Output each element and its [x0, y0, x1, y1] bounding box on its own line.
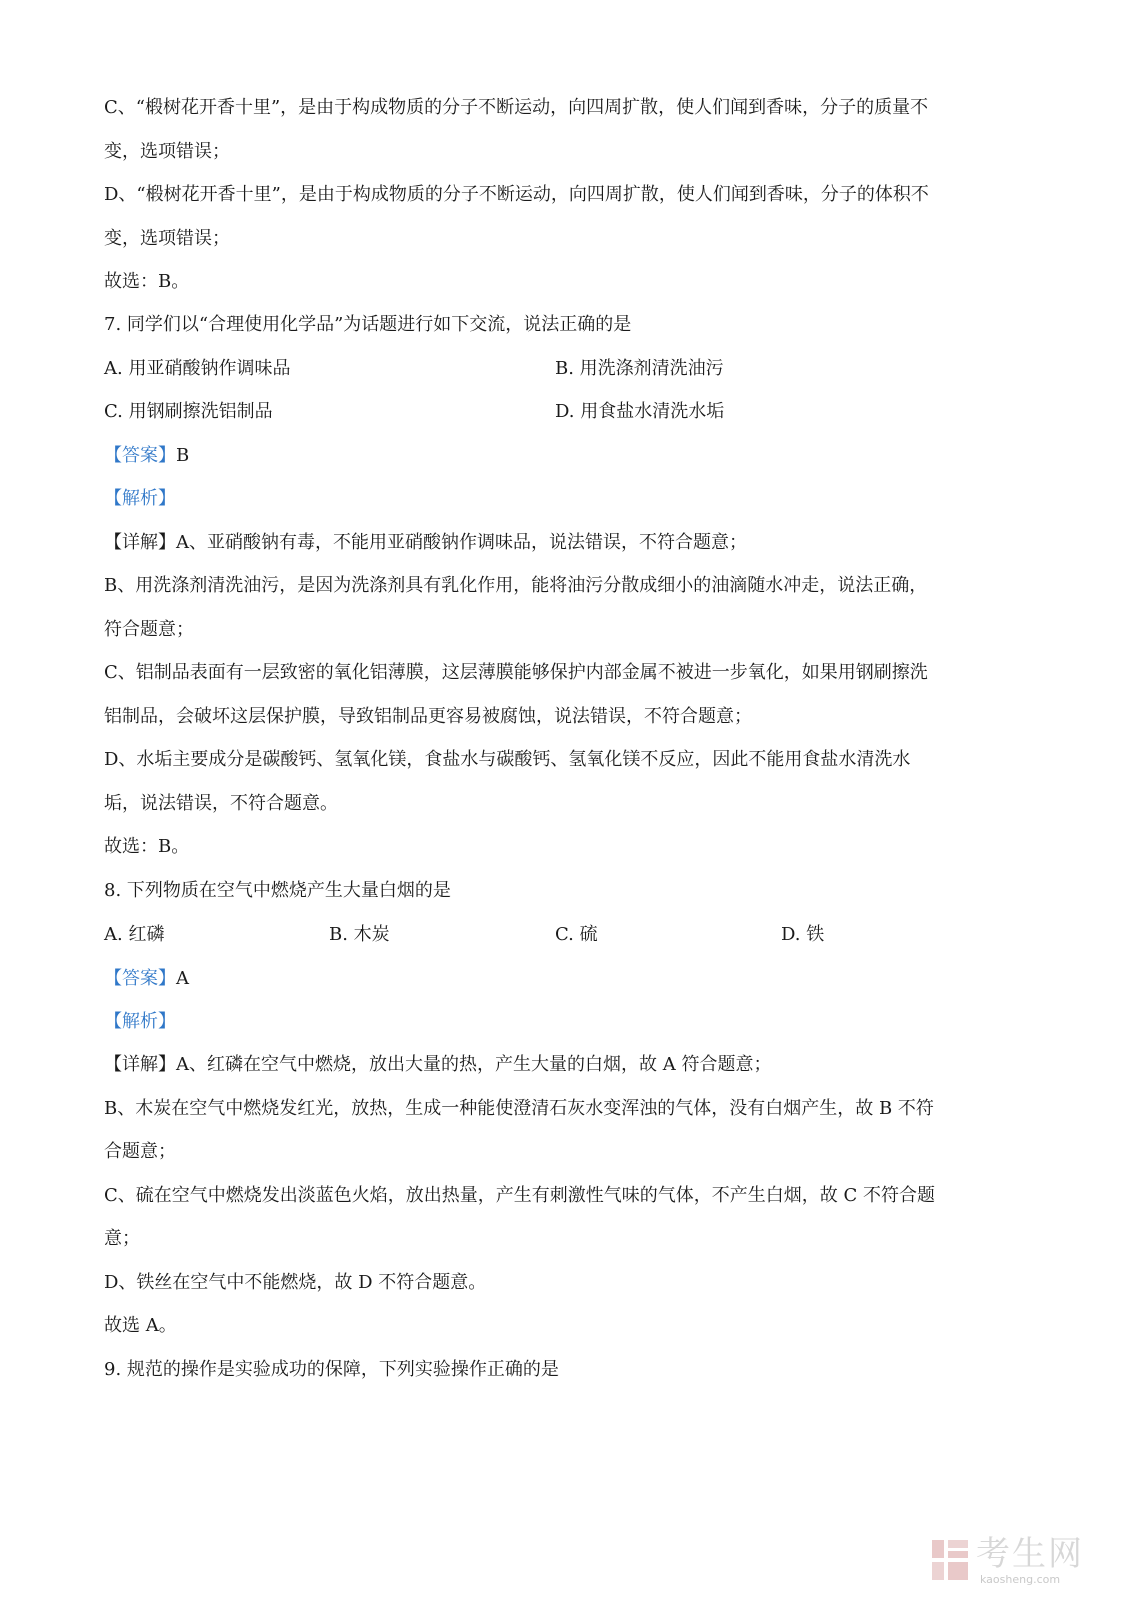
q8-choice: 故选 A。: [104, 1315, 177, 1336]
q7-analysis-label: 【解析】: [104, 488, 176, 509]
q8-option-c: C. 硫: [555, 924, 598, 945]
q8-option-b: B. 木炭: [329, 924, 390, 945]
q7-answer-value: B: [176, 445, 190, 466]
q7-answer: [104, 444, 189, 468]
q7-detail-c-line2: 铝制品，会破坏这层保护膜，导致铝制品更容易被腐蚀，说法错误，不符合题意；: [104, 706, 752, 727]
watermark-text: 考生网: [976, 1534, 1084, 1574]
q8-stem: 8. 下列物质在空气中燃烧产生大量白烟的是: [104, 880, 451, 901]
q8-detail-label: 【详解】: [104, 1054, 176, 1075]
q8-detail-c-line2: 意；: [104, 1228, 140, 1249]
watermark-logo-icon: [930, 1538, 970, 1582]
q8-detail-a-text: A、红磷在空气中燃烧，放出大量的热，产生大量的白烟，故 A 符合题意；: [176, 1054, 772, 1075]
q7-choice: 故选：B。: [104, 836, 190, 857]
q8-answer-value: A: [176, 968, 189, 989]
q8-detail-c-line1: C、硫在空气中燃烧发出淡蓝色火焰，放出热量，产生有刺激性气味的气体，不产生白烟，故 C 不符合题: [104, 1185, 935, 1206]
watermark-domain: kaosheng.com: [980, 1573, 1061, 1586]
q8-answer: [104, 967, 189, 991]
q7-option-b: B. 用洗涤剂清洗油污: [555, 358, 724, 379]
q8-option-a: A. 红磷: [104, 924, 165, 945]
site-watermark: [930, 1534, 1120, 1594]
q8-detail-a: [104, 1053, 771, 1077]
q7-detail-a-text: A、亚硝酸钠有毒，不能用亚硝酸钠作调味品，说法错误，不符合题意；: [176, 532, 747, 553]
q6-option-c-line1: C、“椴树花开香十里”，是由于构成物质的分子不断运动，向四周扩散，使人们闻到香味，分子的质量不: [104, 97, 929, 118]
q7-detail-c-line1: C、铝制品表面有一层致密的氧化铝薄膜，这层薄膜能够保护内部金属不被进一步氧化，如果用钢刷擦洗: [104, 662, 928, 683]
q6-choice: 故选：B。: [104, 271, 190, 292]
q8-detail-b-line1: B、木炭在空气中燃烧发红光，放热，生成一种能使澄清石灰水变浑浊的气体，没有白烟产生，故 B 不符: [104, 1098, 934, 1119]
q7-option-c: C. 用钢刷擦洗铝制品: [104, 401, 273, 422]
q8-option-d: D. 铁: [781, 924, 825, 945]
q7-option-a: A. 用亚硝酸钠作调味品: [104, 358, 291, 379]
q6-option-d-line2: 变，选项错误；: [104, 228, 230, 249]
q7-detail-d-line1: D、水垢主要成分是碳酸钙、氢氧化镁，食盐水与碳酸钙、氢氧化镁不反应，因此不能用食盐水清洗水: [104, 749, 911, 770]
q7-option-d: D. 用食盐水清洗水垢: [555, 401, 725, 422]
q7-detail-b-line2: 符合题意；: [104, 619, 194, 640]
q6-option-d-line1: D、“椴树花开香十里”，是由于构成物质的分子不断运动，向四周扩散，使人们闻到香味，分子的体积不: [104, 184, 929, 205]
q8-detail-d: D、铁丝在空气中不能燃烧，故 D 不符合题意。: [104, 1272, 487, 1293]
q7-detail-a: [104, 531, 747, 555]
q8-detail-b-line2: 合题意；: [104, 1141, 176, 1162]
q8-answer-label: 【答案】: [104, 968, 176, 989]
q9-stem: 9. 规范的操作是实验成功的保障，下列实验操作正确的是: [104, 1359, 559, 1380]
q6-option-c-line2: 变，选项错误；: [104, 141, 230, 162]
q7-stem: 7. 同学们以“合理使用化学品”为话题进行如下交流，说法正确的是: [104, 314, 632, 335]
q7-answer-label: 【答案】: [104, 445, 176, 466]
q7-detail-d-line2: 垢，说法错误，不符合题意。: [104, 793, 338, 814]
q7-detail-b-line1: B、用洗涤剂清洗油污，是因为洗涤剂具有乳化作用，能将油污分散成细小的油滴随水冲走，说法正确，: [104, 575, 928, 596]
q8-analysis-label: 【解析】: [104, 1011, 176, 1032]
q7-detail-label: 【详解】: [104, 532, 176, 553]
